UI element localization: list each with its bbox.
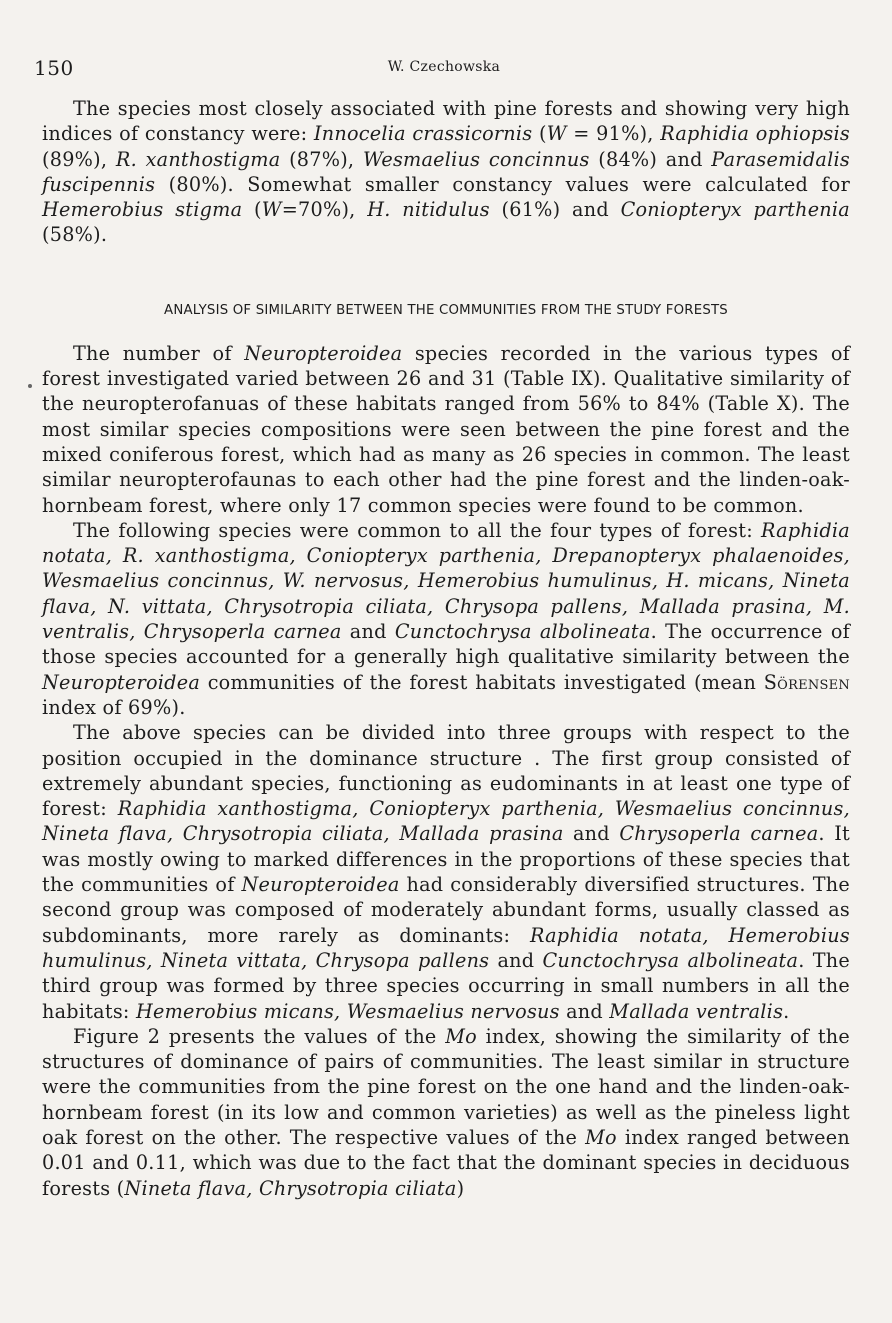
text: . The occurrence of those species accounted for a generally high qualitative similarity between the <box>42 620 850 669</box>
text: communities of the forest habitats investigated (mean <box>200 670 764 694</box>
species-name: Parasemidalis fuscipennis <box>42 147 850 196</box>
paragraph-species-number <box>42 341 850 518</box>
page-header <box>34 56 854 86</box>
text: (80%). Somewhat smaller constancy values were calculated for <box>155 172 850 196</box>
text: index of 69%). <box>42 695 186 719</box>
text: (89%), <box>42 147 116 171</box>
paragraph-common-species <box>42 518 850 720</box>
text: =70%), <box>281 198 368 222</box>
index-symbol: Mo <box>445 1024 477 1048</box>
text: index ranged between 0.01 and 0.11, which was due to the fact that the dominant species in deciduous forests ( <box>42 1125 850 1200</box>
species-name: Chrysoperla carnea <box>619 822 819 846</box>
text: (87%), <box>280 147 363 171</box>
paragraph-mo-index <box>42 1024 850 1201</box>
species-list: Nineta flava, Chrysotropia ciliata <box>124 1176 457 1200</box>
species-name: H. nitidulus <box>367 198 490 222</box>
text: and <box>341 620 395 644</box>
text: The species most closely associated with pine forests and showing very high indices of constancy were: <box>42 97 850 146</box>
text: . It was mostly owing to marked differences in the proportions of these species that the communities of <box>42 822 851 897</box>
species-name: Coniopteryx parthenia <box>620 198 850 222</box>
page-number: 150 <box>34 56 74 80</box>
section-heading: ANALYSIS OF SIMILARITY BETWEEN THE COMMUNITIES FROM THE STUDY FORESTS <box>164 302 728 318</box>
text: ( <box>242 198 262 222</box>
species-name: R. xanthostigma <box>115 147 281 171</box>
page-content <box>42 96 850 1201</box>
species-name: Hemerobius stigma <box>42 198 243 222</box>
paragraph-constancy <box>42 96 850 248</box>
index-symbol: W <box>261 198 282 222</box>
species-list: Hemerobius micans, Wesmaelius nervosus <box>136 999 560 1023</box>
text: Figure 2 presents the values of the <box>73 1024 446 1048</box>
index-symbol: Mo <box>585 1125 617 1149</box>
species-name: Mallada ventralis <box>609 999 784 1023</box>
running-head-author: W. Czechowska <box>387 59 501 75</box>
text: had considerably diversified structures. The second group was composed of moderately abundant forms, usually classed as subdominants, more rarely as dominants: <box>42 873 850 947</box>
text: ( <box>532 122 547 146</box>
taxon-name: Neuropteroidea <box>244 341 403 365</box>
text: . The third group was formed by three species occurring in small numbers in all the habitats: <box>42 948 851 1023</box>
species-list: Raphidia notata, R. xanthostigma, Coniopteryx parthenia, Drepanopteryx phalaenoides, Wesmaelius concinnus, W. nervosus, Hemerobius humulinus, H. micans, Nineta flava, N. vittata, Chrysotropia ciliata, Chrysopa pallens, Mallada prasina, M. ventralis, Chrysoperla carnea <box>42 518 850 644</box>
text: and <box>559 999 610 1023</box>
species-name: Cunctochrysa albolineata <box>542 948 799 972</box>
text: and <box>563 822 620 846</box>
text: The above species can be divided into three groups with respect to the position occupied in the dominance structure . The first group consisted of extremely abundant species, functioning as eudominants in at least one type of forest: <box>42 721 850 821</box>
species-name: Innocelia crassicornis <box>313 122 533 146</box>
species-list: Raphidia notata, Hemerobius humulinus, Nineta vittata, Chrysopa pallens <box>42 923 850 972</box>
species-name: Wesmaelius concinnus <box>362 147 590 171</box>
text: ) <box>456 1176 465 1200</box>
species-name: Raphidia ophiopsis <box>660 122 851 146</box>
text: and <box>489 948 543 972</box>
text: (58%). <box>42 223 108 247</box>
species-list: Raphidia xanthostigma, Coniopteryx parthenia, Wesmaelius concinnus, Nineta flava, Chrysotropia ciliata, Mallada prasina <box>42 797 850 846</box>
index-symbol: W <box>546 122 567 146</box>
text: (84%) and <box>589 147 712 171</box>
text: species recorded in the various types of forest investigated varied between 26 and 31 (Table IX). Qualitative similarity of the neuropterofanuas of these habitats ranged from 56% to 84% (Table X). The most similar species compositions were seen between the pine forest and the mixed coniferous forest, which had as many as 26 species in common. The least similar neuropterofaunas to each other had the pine forest and the linden-oak-hornbeam forest, where only 17 common species were found to be common. <box>42 341 850 517</box>
author-name: Sörensen <box>763 670 850 694</box>
text: (61%) and <box>489 198 621 222</box>
text: The following species were common to all the four types of forest: <box>73 518 762 542</box>
paragraph-dominance-groups <box>42 720 850 1024</box>
text: = 91%), <box>566 122 661 146</box>
text: . <box>783 999 790 1023</box>
text: index, showing the similarity of the structures of dominance of pairs of communities. The least similar in structure were the communities from the pine forest on the one hand and the linden-oak-hornbeam forest (in its low and common varieties) as well as the pineless light oak forest on the other. The respective values of the <box>42 1024 850 1149</box>
species-name: Cunctochrysa albolineata <box>394 620 651 644</box>
text: The number of <box>73 341 245 365</box>
taxon-name: Neuropteroidea <box>241 873 400 897</box>
taxon-name: Neuropteroidea <box>42 670 201 694</box>
margin-mark <box>28 384 32 388</box>
